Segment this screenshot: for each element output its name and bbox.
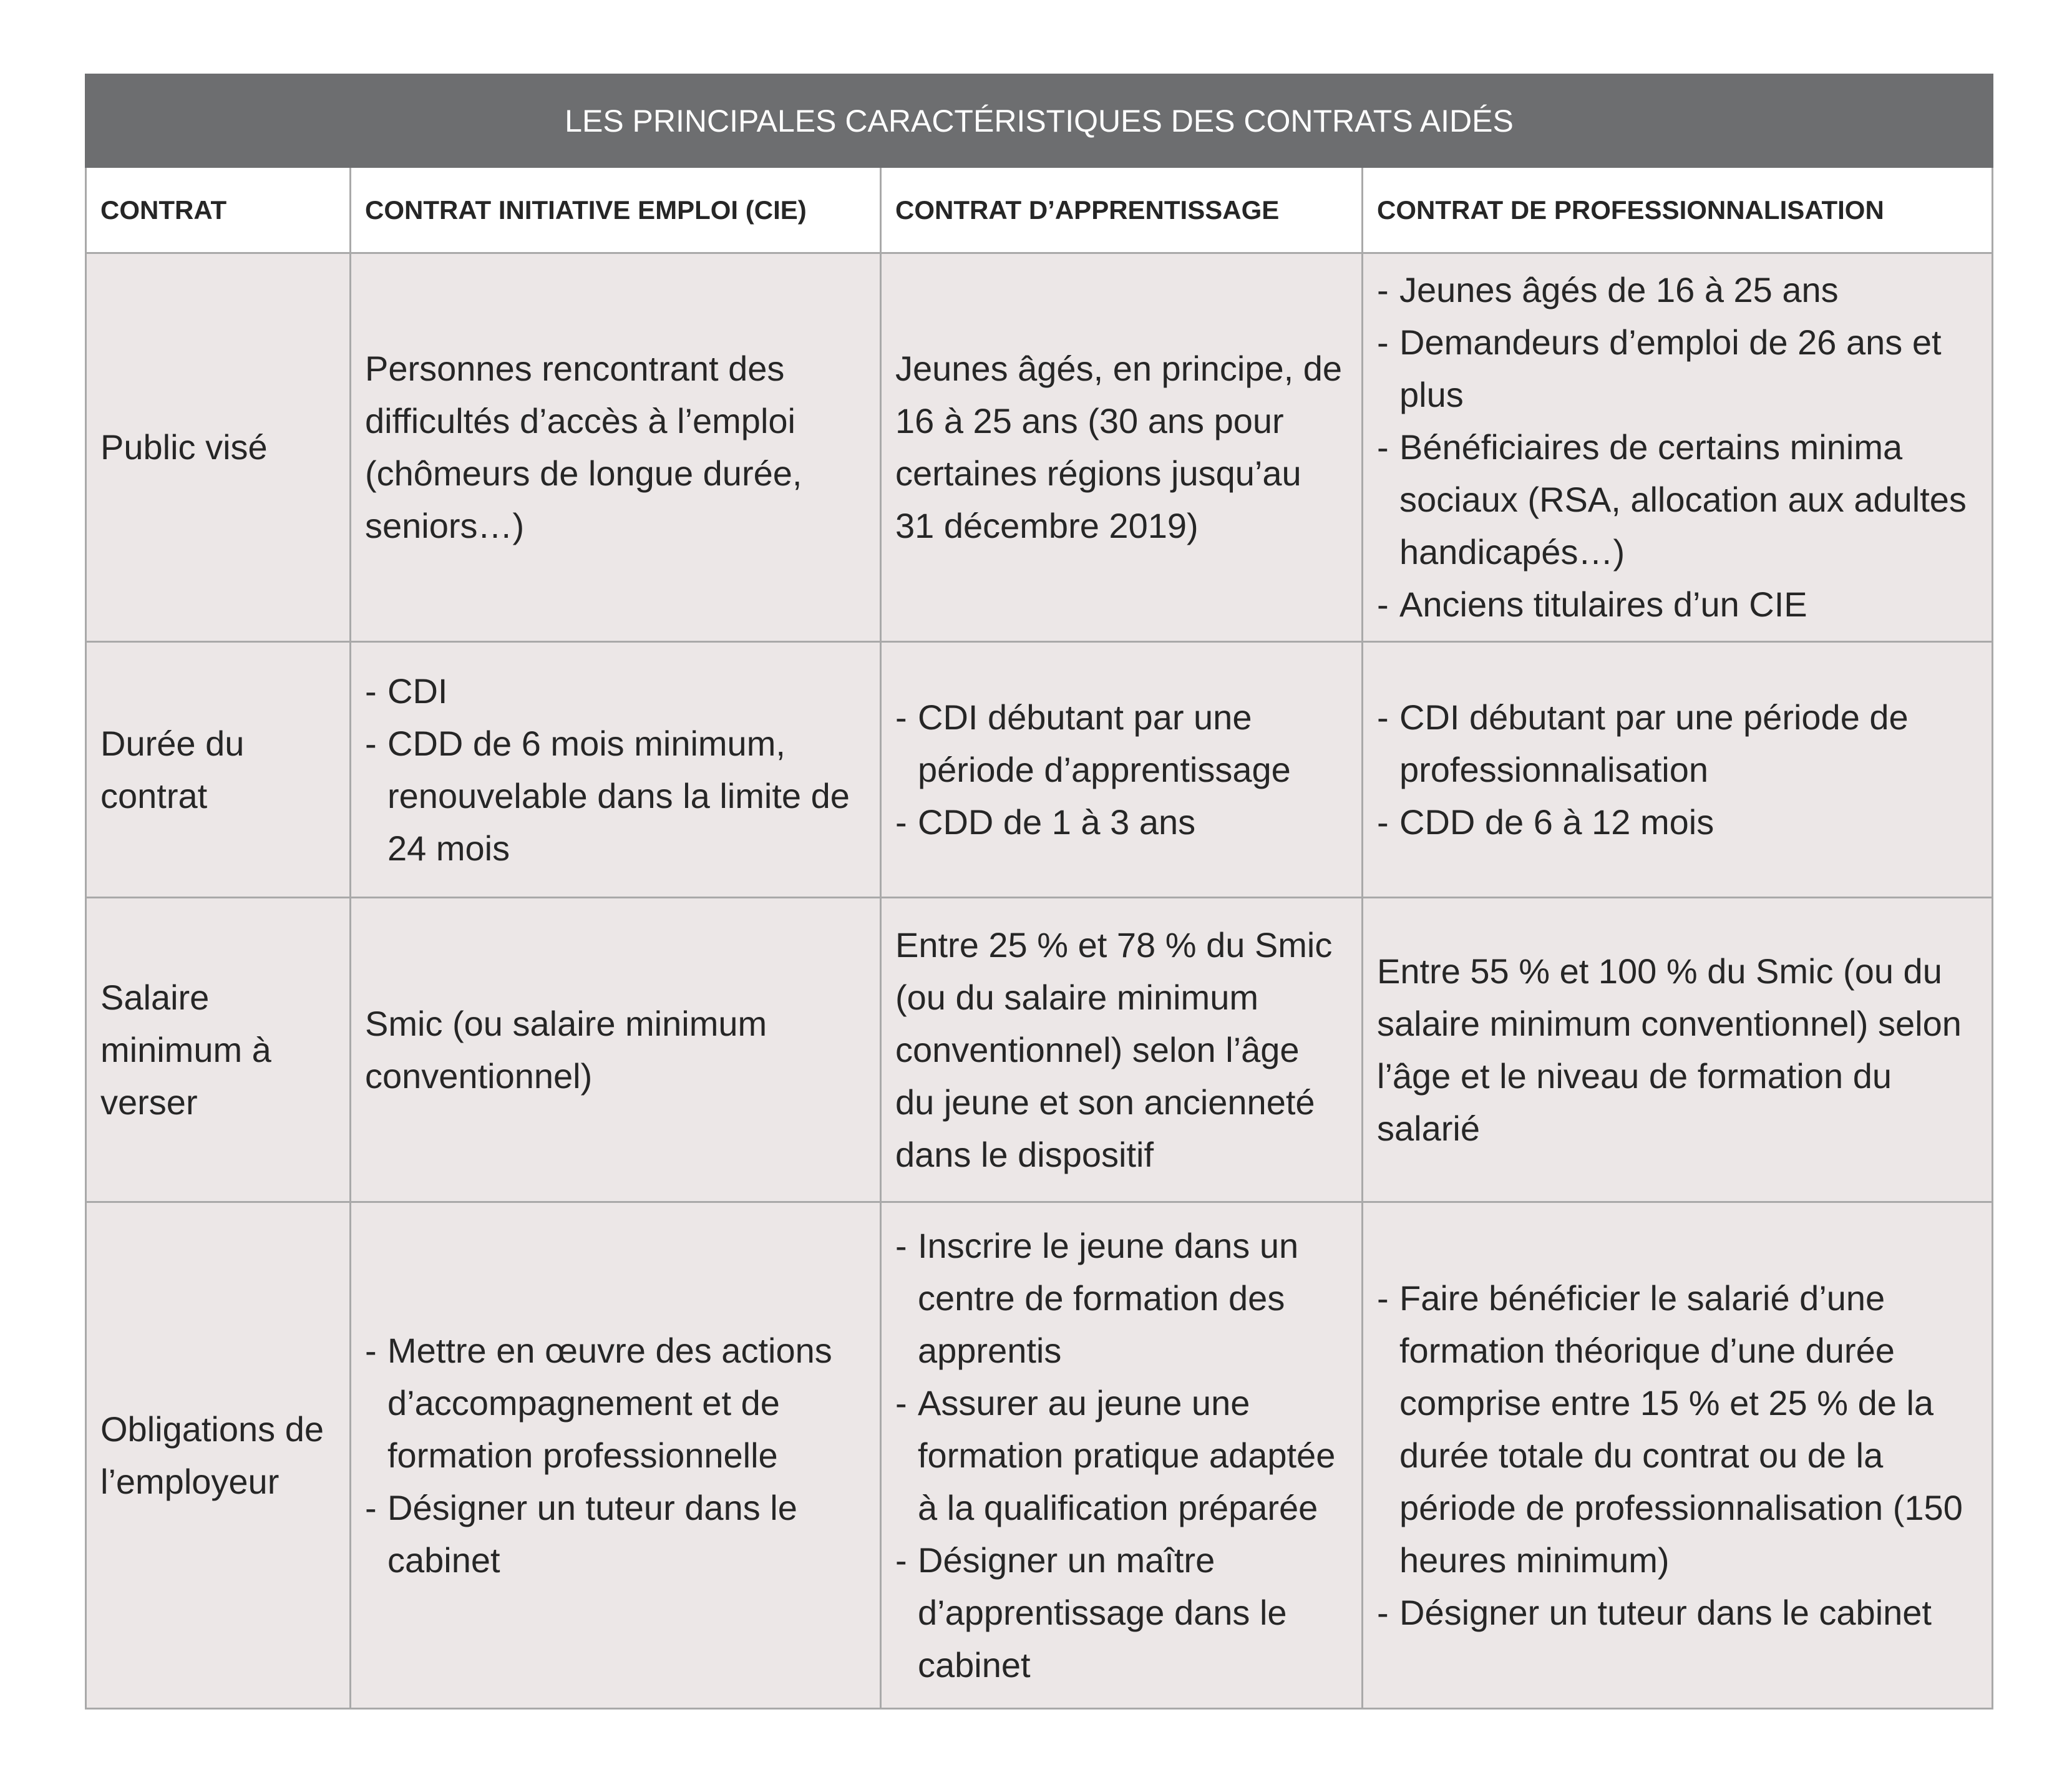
cell-public-apprentissage: Jeunes âgés, en principe, de 16 à 25 ans (30 ans pour certaines régions jusqu’au 31 décembre 2019)	[881, 253, 1363, 642]
header-cie: CONTRAT INITIATIVE EMPLOI (CIE)	[351, 167, 881, 253]
list-duree-apprentissage	[895, 691, 1348, 849]
list-item: - Désigner un tuteur dans le cabinet	[365, 1482, 866, 1587]
cell-obligations-apprentissage	[881, 1202, 1363, 1709]
cell-public-cie: Personnes rencontrant des difficultés d’accès à l’emploi (chômeurs de longue durée, seniors…)	[351, 253, 881, 642]
row-label-salaire: Salaire minimum à verser	[86, 898, 351, 1202]
list-public-pro	[1377, 264, 1978, 631]
list-item: - Assurer au jeune une formation pratique adaptée à la qualification préparée	[895, 1377, 1348, 1534]
header-row	[86, 167, 1993, 253]
table-title: LES PRINCIPALES CARACTÉRISTIQUES DES CONTRATS AIDÉS	[86, 75, 1993, 167]
list-item: - Bénéficiaires de certains minima sociaux (RSA, allocation aux adultes handicapés…)	[1377, 421, 1978, 578]
cell-salaire-apprentissage: Entre 25 % et 78 % du Smic (ou du salaire minimum conventionnel) selon l’âge du jeune et son ancienneté dans le dispositif	[881, 898, 1363, 1202]
row-label-obligations: Obligations de l’employeur	[86, 1202, 351, 1709]
list-duree-pro	[1377, 691, 1978, 849]
list-item: - Faire bénéficier le salarié d’une formation théorique d’une durée comprise entre 15 % et 25 % de la durée totale du contrat ou de la période de professionnalisation (150 heures minimum)	[1377, 1272, 1978, 1587]
list-item: - Demandeurs d’emploi de 26 ans et plus	[1377, 316, 1978, 421]
header-contrat: CONTRAT	[86, 167, 351, 253]
cell-duree-pro	[1363, 642, 1993, 898]
list-obligations-pro	[1377, 1272, 1978, 1639]
header-professionnalisation: CONTRAT DE PROFESSIONNALISATION	[1363, 167, 1993, 253]
list-item: - CDI débutant par une période de professionnalisation	[1377, 691, 1978, 796]
table-row-obligations	[86, 1202, 1993, 1709]
table-row-public	[86, 253, 1993, 642]
list-item: - Anciens titulaires d’un CIE	[1377, 578, 1978, 631]
list-item: - CDD de 6 mois minimum, renouvelable dans la limite de 24 mois	[365, 717, 866, 875]
list-item: - Jeunes âgés de 16 à 25 ans	[1377, 264, 1978, 316]
list-item: - CDD de 6 à 12 mois	[1377, 796, 1978, 849]
cell-salaire-pro: Entre 55 % et 100 % du Smic (ou du salaire minimum conventionnel) selon l’âge et le niveau de formation du salarié	[1363, 898, 1993, 1202]
list-obligations-apprentissage	[895, 1220, 1348, 1691]
list-item: - CDI débutant par une période d’apprentissage	[895, 691, 1348, 796]
table-row-salaire	[86, 898, 1993, 1202]
cell-duree-cie	[351, 642, 881, 898]
list-item: - Désigner un tuteur dans le cabinet	[1377, 1587, 1978, 1639]
list-duree-cie	[365, 665, 866, 875]
list-item: - Mettre en œuvre des actions d’accompagnement et de formation professionnelle	[365, 1325, 866, 1482]
list-item: - Désigner un maître d’apprentissage dans le cabinet	[895, 1534, 1348, 1691]
header-apprentissage: CONTRAT D’APPRENTISSAGE	[881, 167, 1363, 253]
cell-obligations-cie	[351, 1202, 881, 1709]
row-label-duree: Durée du contrat	[86, 642, 351, 898]
contracts-table	[85, 74, 1993, 1710]
cell-salaire-cie: Smic (ou salaire minimum conventionnel)	[351, 898, 881, 1202]
list-item: - CDI	[365, 665, 866, 717]
cell-obligations-pro	[1363, 1202, 1993, 1709]
row-label-public: Public visé	[86, 253, 351, 642]
table-row-duree	[86, 642, 1993, 898]
cell-duree-apprentissage	[881, 642, 1363, 898]
title-row	[86, 75, 1993, 167]
list-item: - CDD de 1 à 3 ans	[895, 796, 1348, 849]
list-item: - Inscrire le jeune dans un centre de formation des apprentis	[895, 1220, 1348, 1377]
list-obligations-cie	[365, 1325, 866, 1587]
cell-public-pro	[1363, 253, 1993, 642]
